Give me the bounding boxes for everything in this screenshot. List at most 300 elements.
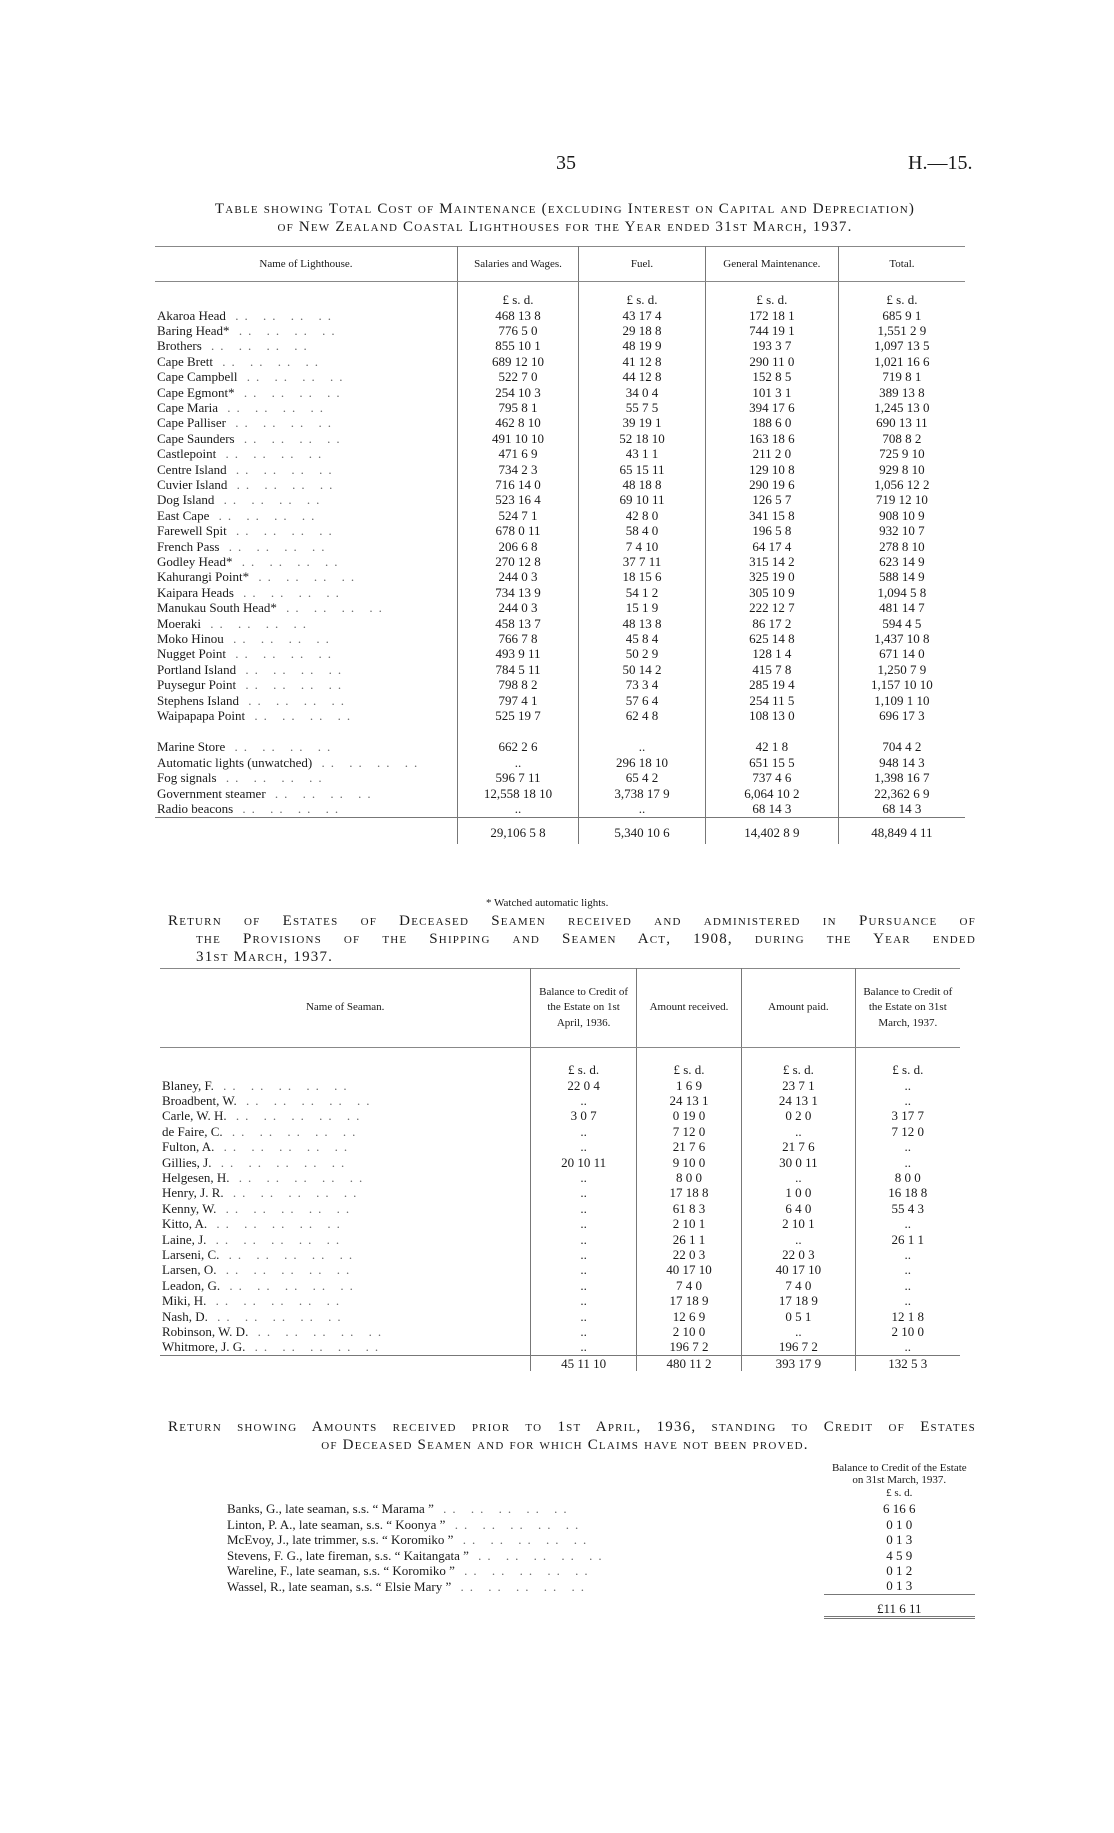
cell-fuel: 7 4 10 <box>579 539 706 554</box>
cell-bal1936: .. <box>531 1201 636 1216</box>
lighthouse-name-label: Godley Head* <box>157 554 233 569</box>
lighthouse-cost-table <box>155 246 965 844</box>
cell-fuel: 3,738 17 9 <box>579 786 706 801</box>
cell-bal1937: 16 18 8 <box>855 1185 960 1200</box>
cell-salaries: 784 5 11 <box>457 662 578 677</box>
lighthouse-name <box>155 662 457 677</box>
cell-total: 389 13 8 <box>838 385 965 400</box>
table-row <box>155 523 965 538</box>
lighthouse-name <box>155 631 457 646</box>
lighthouse-name <box>155 400 457 415</box>
estate-name-label: Linton, P. A., late seaman, s.s. “ Koonya ” <box>227 1516 446 1532</box>
lighthouse-name <box>155 523 457 538</box>
lighthouse-name <box>155 616 457 631</box>
cell-salaries: 678 0 11 <box>457 523 578 538</box>
leader-dots: .. .. .. .. <box>225 415 337 431</box>
cell-general: 737 4 6 <box>705 770 838 785</box>
cell-fuel: 48 19 9 <box>579 338 706 353</box>
seaman-name-label: Kitto, A. <box>162 1216 208 1232</box>
cell-total: 1,437 10 8 <box>838 631 965 646</box>
cell-received: 24 13 1 <box>636 1093 741 1108</box>
leader-dots: .. .. .. .. .. <box>211 1154 351 1170</box>
cell-paid: 40 17 10 <box>742 1262 855 1277</box>
table-row <box>160 1262 960 1277</box>
seaman-name <box>160 1216 531 1231</box>
lighthouse-name-label: Marine Store <box>157 739 226 755</box>
units-label: £ s. d. <box>457 282 578 308</box>
total-fuel: 5,340 10 6 <box>579 817 706 844</box>
estate-name <box>225 1501 824 1516</box>
cell-general: 394 17 6 <box>705 400 838 415</box>
seaman-name <box>160 1247 531 1262</box>
estate-name <box>225 1532 824 1547</box>
lighthouse-name <box>155 431 457 446</box>
lighthouse-name-label: Automatic lights (unwatched) <box>157 754 313 770</box>
lighthouse-name <box>155 477 457 492</box>
lighthouse-name <box>155 508 457 523</box>
cell-bal1936: .. <box>531 1232 636 1247</box>
leader-dots: .. .. .. .. <box>201 615 313 631</box>
table3-title-line2: of Deceased Seamen and for which Claims have not been proved. <box>321 1437 809 1453</box>
table-row <box>160 1108 960 1123</box>
cell-bal1936: 22 0 4 <box>531 1078 636 1093</box>
table-row <box>225 1501 975 1516</box>
cell-bal1937: .. <box>855 1339 960 1355</box>
estate-name <box>225 1548 824 1563</box>
leader-dots: .. .. .. .. .. <box>223 1185 363 1201</box>
cell-paid: 7 4 0 <box>742 1278 855 1293</box>
cell-bal1936: .. <box>531 1324 636 1339</box>
table-row <box>160 1155 960 1170</box>
col-general: General Maintenance. <box>705 247 838 282</box>
seaman-name <box>160 1170 531 1185</box>
leader-dots: .. .. .. .. .. <box>206 1231 346 1247</box>
cell-fuel: 296 18 10 <box>579 755 706 770</box>
cell-received: 12 6 9 <box>636 1309 741 1324</box>
lighthouse-name <box>155 677 457 692</box>
table-row <box>160 1124 960 1139</box>
estate-name-label: Wareline, F., late seaman, s.s. “ Koromiko ” <box>227 1563 455 1579</box>
leader-dots: .. .. .. .. <box>223 631 335 647</box>
cell-total: 1,056 12 2 <box>838 477 965 492</box>
cell-received: 61 8 3 <box>636 1201 741 1216</box>
table-row <box>155 539 965 554</box>
col-amount-received: Amount received. <box>636 969 741 1048</box>
cell-paid: 21 7 6 <box>742 1139 855 1154</box>
page-reference: H.—15. <box>908 152 973 174</box>
cell-bal1937: .. <box>855 1293 960 1308</box>
lighthouse-name-label: Radio beacons <box>157 801 234 817</box>
lighthouse-name-label: Castlepoint <box>157 446 217 462</box>
cell-total: 68 14 3 <box>838 801 965 817</box>
spacer-row <box>155 723 965 739</box>
lighthouse-name <box>155 708 457 723</box>
cell-received: 7 12 0 <box>636 1124 741 1139</box>
lighthouse-name-label: Nugget Point <box>157 646 226 662</box>
leader-dots: .. .. .. .. .. <box>220 1277 359 1293</box>
table-row <box>155 677 965 692</box>
leader-dots: .. .. .. .. .. <box>216 1262 356 1278</box>
seaman-name <box>160 1232 531 1247</box>
cell-salaries: 716 14 0 <box>457 477 578 492</box>
leader-dots: .. .. .. .. <box>236 661 348 677</box>
cell-paid: .. <box>742 1232 855 1247</box>
lighthouse-name <box>155 569 457 584</box>
table-row <box>160 1324 960 1339</box>
total-salaries: 29,106 5 8 <box>457 817 578 844</box>
table-row <box>155 492 965 507</box>
leader-dots: .. .. .. .. .. <box>216 1200 356 1216</box>
col-seaman-name: Name of Seaman. <box>160 969 531 1048</box>
cell-salaries: 12,558 18 10 <box>457 786 578 801</box>
totals-row <box>225 1594 975 1617</box>
seaman-name <box>160 1078 531 1093</box>
lighthouse-name-label: Cape Saunders <box>157 430 235 446</box>
cell-paid: 196 7 2 <box>742 1339 855 1355</box>
seaman-name <box>160 1262 531 1277</box>
lighthouse-name-label: Dog Island <box>157 492 215 508</box>
cell-general: 625 14 8 <box>705 631 838 646</box>
seaman-name-label: de Faire, C. <box>162 1123 223 1139</box>
leader-dots: .. .. .. .. <box>225 739 337 755</box>
cell-bal1936: .. <box>531 1185 636 1200</box>
seaman-name <box>160 1309 531 1324</box>
table-row <box>155 338 965 353</box>
seaman-name-label: Whitmore, J. G. <box>162 1339 246 1355</box>
leader-dots: .. .. .. .. <box>229 322 341 338</box>
seaman-name <box>160 1339 531 1355</box>
cell-general: 285 19 4 <box>705 677 838 692</box>
table-row <box>160 1201 960 1216</box>
cell-paid: 30 0 11 <box>742 1155 855 1170</box>
cell-salaries: 689 12 10 <box>457 354 578 369</box>
table-row <box>160 1185 960 1200</box>
units-label: £ s. d. <box>855 1048 960 1078</box>
cell-general: 101 3 1 <box>705 385 838 400</box>
table-row <box>160 1232 960 1247</box>
seaman-name-label: Leadon, G. <box>162 1277 221 1293</box>
cell-fuel: 65 4 2 <box>579 770 706 785</box>
cell-general: 6,064 10 2 <box>705 786 838 801</box>
cell-fuel: 55 7 5 <box>579 400 706 415</box>
cell-general: 129 10 8 <box>705 462 838 477</box>
cell-total: 932 10 7 <box>838 523 965 538</box>
seaman-name-label: Carle, W. H. <box>162 1108 227 1124</box>
cell-fuel: 58 4 0 <box>579 523 706 538</box>
cell-total: 929 8 10 <box>838 462 965 477</box>
table-row <box>155 477 965 492</box>
cell-bal1937: .. <box>855 1155 960 1170</box>
deceased-seamen-table <box>160 968 960 1371</box>
cell-received: 0 19 0 <box>636 1108 741 1123</box>
cell-paid: 24 13 1 <box>742 1093 855 1108</box>
cell-bal1936: .. <box>531 1093 636 1108</box>
leader-dots: .. .. .. .. .. <box>433 1501 573 1517</box>
lighthouse-name <box>155 585 457 600</box>
units-label: £ s. d. <box>531 1048 636 1078</box>
cell-fuel: .. <box>579 801 706 817</box>
lighthouse-name <box>155 492 457 507</box>
table-row <box>155 308 965 323</box>
total-bal1937: 132 5 3 <box>855 1355 960 1371</box>
table-row <box>160 1247 960 1262</box>
cell-total: 671 14 0 <box>838 646 965 661</box>
lighthouse-name-label: Cape Palliser <box>157 415 226 431</box>
col-balance-1936: Balance to Credit of the Estate on 1st April, 1936. <box>531 969 636 1048</box>
lighthouse-name-label: Waipapapa Point <box>157 708 246 724</box>
cell-total: 908 10 9 <box>838 508 965 523</box>
cell-bal1936: .. <box>531 1139 636 1154</box>
units-label: £ s. d. <box>636 1048 741 1078</box>
table-row <box>155 585 965 600</box>
cell-fuel: 39 19 1 <box>579 415 706 430</box>
cell-bal1936: .. <box>531 1309 636 1324</box>
seaman-name-label: Larsen, O. <box>162 1262 217 1278</box>
leader-dots: .. .. .. .. <box>249 569 361 585</box>
leader-dots: .. .. .. .. <box>237 369 349 385</box>
cell-total: 696 17 3 <box>838 708 965 723</box>
cell-salaries: 206 6 8 <box>457 539 578 554</box>
cell-fuel: .. <box>579 739 706 754</box>
cell-fuel: 57 6 4 <box>579 693 706 708</box>
seaman-name <box>160 1108 531 1123</box>
cell-salaries: 491 10 10 <box>457 431 578 446</box>
leader-dots: .. .. .. .. <box>219 538 331 554</box>
lighthouse-name <box>155 323 457 338</box>
cell-salaries: 855 10 1 <box>457 338 578 353</box>
lighthouse-name-label: Portland Island <box>157 661 237 677</box>
cell-general: 163 18 6 <box>705 431 838 446</box>
seaman-name-label: Kenny, W. <box>162 1200 217 1216</box>
lighthouse-name <box>155 739 457 754</box>
lighthouse-name <box>155 415 457 430</box>
estate-name-label: Banks, G., late seaman, s.s. “ Marama ” <box>227 1501 434 1517</box>
table-row <box>155 323 965 338</box>
leader-dots: .. .. .. .. <box>209 507 321 523</box>
cell-fuel: 54 1 2 <box>579 585 706 600</box>
table-row <box>160 1216 960 1231</box>
col-balance-1937: Balance to Credit of the Estate on 31st March, 1937. <box>831 1462 967 1486</box>
lighthouse-name-label: Akaroa Head <box>157 307 226 323</box>
cell-salaries: 798 8 2 <box>457 677 578 692</box>
cell-received: 196 7 2 <box>636 1339 741 1355</box>
cell-total: 690 13 11 <box>838 415 965 430</box>
cell-salaries: 244 0 3 <box>457 600 578 615</box>
cell-total: 719 8 1 <box>838 369 965 384</box>
cell-bal1936: .. <box>531 1262 636 1277</box>
table-row <box>160 1093 960 1108</box>
col-lighthouse: Name of Lighthouse. <box>155 247 457 282</box>
cell-total: 948 14 3 <box>838 755 965 770</box>
cell-salaries: 523 16 4 <box>457 492 578 507</box>
cell-received: 21 7 6 <box>636 1139 741 1154</box>
cell-total: 708 8 2 <box>838 431 965 446</box>
lighthouse-name <box>155 770 457 785</box>
leader-dots: .. .. .. .. <box>276 600 388 616</box>
cell-general: 193 3 7 <box>705 338 838 353</box>
table-row <box>155 354 965 369</box>
cell-bal1936: .. <box>531 1293 636 1308</box>
lighthouse-name <box>155 786 457 801</box>
leader-dots: .. .. .. .. .. <box>213 1077 353 1093</box>
units-label: £ s. d. <box>838 282 965 308</box>
total-paid: 393 17 9 <box>742 1355 855 1371</box>
seaman-name-label: Gillies, J. <box>162 1154 212 1170</box>
leader-dots: .. .. .. .. <box>233 801 345 817</box>
cell-amount: 0 1 0 <box>886 1516 913 1532</box>
leader-dots: .. .. .. .. .. <box>219 1246 359 1262</box>
seaman-name-label: Henry, J. R. <box>162 1185 224 1201</box>
table-row <box>225 1548 975 1563</box>
cell-paid: 2 10 1 <box>742 1216 855 1231</box>
cell-paid: 0 2 0 <box>742 1108 855 1123</box>
cell-fuel: 52 18 10 <box>579 431 706 446</box>
cell-total: 623 14 9 <box>838 554 965 569</box>
cell-fuel: 37 7 11 <box>579 554 706 569</box>
cell-fuel: 50 14 2 <box>579 662 706 677</box>
estate-name-label: McEvoy, J., late trimmer, s.s. “ Koromiko ” <box>227 1532 454 1548</box>
lighthouse-name-label: Centre Island <box>157 461 227 477</box>
seaman-name <box>160 1324 531 1339</box>
cell-general: 196 5 8 <box>705 523 838 538</box>
cell-bal1936: 20 10 11 <box>531 1155 636 1170</box>
leader-dots: .. .. .. .. .. <box>229 1169 369 1185</box>
leader-dots: .. .. .. .. .. <box>245 1339 385 1355</box>
estate-name-label: Stevens, F. G., late fireman, s.s. “ Kaitangata ” <box>227 1547 469 1563</box>
cell-general: 68 14 3 <box>705 801 838 817</box>
table-row <box>155 385 965 400</box>
cell-received: 1 6 9 <box>636 1078 741 1093</box>
leader-dots: .. .. .. .. <box>233 584 345 600</box>
table-row <box>155 431 965 446</box>
cell-salaries: 766 7 8 <box>457 631 578 646</box>
lighthouse-name <box>155 308 457 323</box>
seaman-name <box>160 1093 531 1108</box>
lighthouse-name-label: Baring Head* <box>157 322 230 338</box>
leader-dots: .. .. .. .. <box>312 754 424 770</box>
cell-general: 42 1 8 <box>705 739 838 754</box>
lighthouse-name-label: French Pass <box>157 538 220 554</box>
cell-bal1937: 2 10 0 <box>855 1324 960 1339</box>
leader-dots: .. .. .. .. .. <box>248 1324 388 1339</box>
cell-bal1937: .. <box>855 1216 960 1231</box>
cell-fuel: 65 15 11 <box>579 462 706 477</box>
cell-total: 719 12 10 <box>838 492 965 507</box>
cell-general: 341 15 8 <box>705 508 838 523</box>
table-row <box>225 1578 975 1594</box>
leader-dots: .. .. .. .. <box>234 384 346 400</box>
table-row <box>225 1517 975 1532</box>
leader-dots: .. .. .. .. <box>265 785 377 801</box>
lighthouse-name <box>155 462 457 477</box>
cell-paid: 0 5 1 <box>742 1309 855 1324</box>
cell-received: 8 0 0 <box>636 1170 741 1185</box>
lighthouse-name <box>155 755 457 770</box>
units-label: £ s. d. <box>579 282 706 308</box>
seaman-name-label: Nash, D. <box>162 1308 208 1324</box>
leader-dots: .. .. .. .. <box>216 446 328 462</box>
lighthouse-name <box>155 693 457 708</box>
table-row <box>160 1339 960 1355</box>
total-bal1936: 45 11 10 <box>531 1355 636 1371</box>
cell-general: 108 13 0 <box>705 708 838 723</box>
estate-name <box>225 1578 824 1594</box>
cell-salaries: 462 8 10 <box>457 415 578 430</box>
leader-dots: .. .. .. .. .. <box>222 1123 362 1139</box>
lighthouse-name-label: Cape Maria <box>157 399 219 415</box>
lighthouse-name-label: Cuvier Island <box>157 476 228 492</box>
leader-dots: .. .. .. .. <box>225 307 337 323</box>
cell-fuel: 69 10 11 <box>579 492 706 507</box>
lighthouse-name-label: Kahurangi Point* <box>157 569 250 585</box>
table-row <box>160 1293 960 1308</box>
leader-dots: .. .. .. .. .. <box>236 1092 376 1108</box>
table-row <box>155 631 965 646</box>
cell-amount: 0 1 3 <box>886 1578 913 1594</box>
leader-dots: .. .. .. .. .. <box>454 1563 594 1579</box>
cell-received: 40 17 10 <box>636 1262 741 1277</box>
table-row <box>155 508 965 523</box>
total-received: 480 11 2 <box>636 1355 741 1371</box>
cell-salaries: 522 7 0 <box>457 369 578 384</box>
cell-bal1936: .. <box>531 1339 636 1355</box>
cell-paid: 17 18 9 <box>742 1293 855 1308</box>
cell-salaries: 244 0 3 <box>457 569 578 584</box>
seaman-name <box>160 1278 531 1293</box>
cell-total: 704 4 2 <box>838 739 965 754</box>
table-row <box>155 569 965 584</box>
table-row <box>160 1278 960 1293</box>
cell-bal1937: 26 1 1 <box>855 1232 960 1247</box>
cell-paid: .. <box>742 1170 855 1185</box>
cell-salaries: 662 2 6 <box>457 739 578 754</box>
cell-received: 26 1 1 <box>636 1232 741 1247</box>
cell-salaries: 468 13 8 <box>457 308 578 323</box>
leader-dots: .. .. .. .. <box>226 461 338 477</box>
lighthouse-name-label: Manukau South Head* <box>157 600 277 616</box>
cell-fuel: 48 18 8 <box>579 477 706 492</box>
seaman-name <box>160 1155 531 1170</box>
cell-total: 481 14 7 <box>838 600 965 615</box>
cell-general: 415 7 8 <box>705 662 838 677</box>
cell-bal1936: .. <box>531 1216 636 1231</box>
cell-total: 1,398 16 7 <box>838 770 965 785</box>
table-row <box>155 693 965 708</box>
lighthouse-name <box>155 554 457 569</box>
cell-amount: 6 16 6 <box>883 1501 916 1517</box>
lighthouse-name <box>155 385 457 400</box>
cell-salaries: 734 13 9 <box>457 585 578 600</box>
leader-dots: .. .. .. .. <box>216 770 328 786</box>
seaman-name <box>160 1293 531 1308</box>
cell-general: 128 1 4 <box>705 646 838 661</box>
cell-bal1937: .. <box>855 1247 960 1262</box>
cell-amount: 4 5 9 <box>886 1547 913 1563</box>
seaman-name-label: Robinson, W. D. <box>162 1324 249 1339</box>
leader-dots: .. .. .. .. .. <box>226 1108 366 1124</box>
units-label: £ s. d. <box>705 282 838 308</box>
lighthouse-name-label: Brothers <box>157 338 202 354</box>
leader-dots: .. .. .. .. .. <box>451 1578 590 1594</box>
lighthouse-name-label: Moko Hinou <box>157 631 224 647</box>
cell-general: 254 11 5 <box>705 693 838 708</box>
lighthouse-name <box>155 801 457 817</box>
cell-general: 188 6 0 <box>705 415 838 430</box>
lighthouse-name-label: Kaipara Heads <box>157 584 234 600</box>
cell-total: 22,362 6 9 <box>838 786 965 801</box>
table-row <box>155 462 965 477</box>
cell-total: 1,157 10 10 <box>838 677 965 692</box>
